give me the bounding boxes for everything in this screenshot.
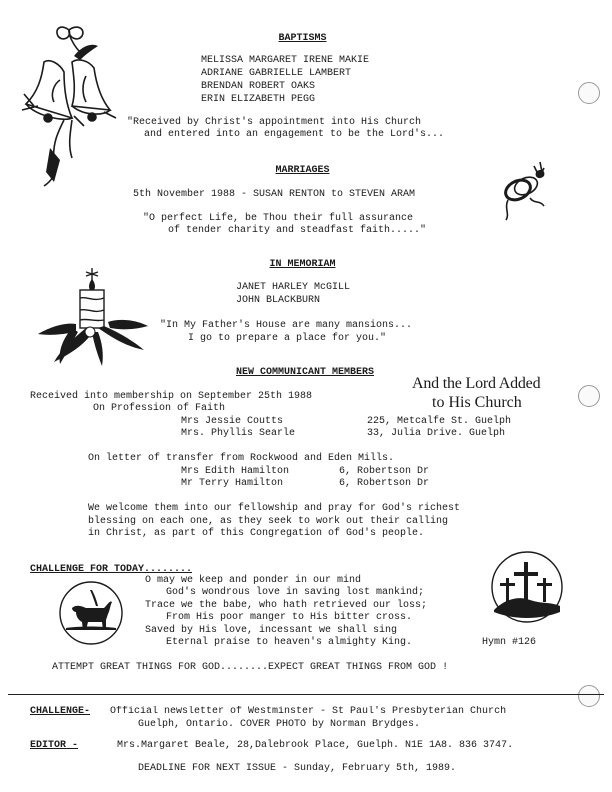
member-name: Mr Terry Hamilton <box>181 478 284 489</box>
hymn-line: From His poor manger to His bitter cross. <box>166 612 413 623</box>
candle-poinsettia-icon <box>28 262 156 370</box>
member-address: 225, Metcalfe St. Guelph <box>367 416 512 427</box>
baptism-name: BRENDAN ROBERT OAKS <box>201 81 316 92</box>
memoriam-quote-line1: "In My Father's House are many mansions... <box>160 320 413 331</box>
marriages-heading: MARRIAGES <box>275 165 330 176</box>
communicants-side-title-line2: to His Church <box>432 394 522 411</box>
communicants-side-title-line1: And the Lord Added <box>412 375 541 392</box>
marriage-entry: 5th November 1988 - SUSAN RENTON to STEVEN ARAM <box>133 189 416 200</box>
member-name: Mrs Edith Hamilton <box>181 466 290 477</box>
memoriam-heading: IN MEMORIAM <box>269 259 336 270</box>
hymn-line: O may we keep and ponder in our mind <box>145 575 362 586</box>
footer-line1: Official newsletter of Westminster - St Paul's Presbyterian Church <box>110 706 507 717</box>
challenge-heading: CHALLENGE FOR TODAY........ <box>30 564 193 575</box>
communicants-heading: NEW COMMUNICANT MEMBERS <box>235 367 375 378</box>
baptism-name: ADRIANE GABRIELLE LAMBERT <box>201 68 352 79</box>
hymn-line: God's wondrous love in saving lost mankind; <box>166 587 425 598</box>
challenge-motto: ATTEMPT GREAT THINGS FOR GOD........EXPECT GREAT THINGS FROM GOD ! <box>52 662 449 673</box>
wedding-rings-icon <box>500 160 552 222</box>
welcome-line: We welcome them into our fellowship and pray for God's richest <box>88 503 461 514</box>
calvary-crosses-icon <box>490 550 564 624</box>
hymn-reference: Hymn #126 <box>482 637 537 648</box>
member-name: Mrs. Phyllis Searle <box>181 428 296 439</box>
cow-icon <box>58 580 124 646</box>
baptisms-heading: BAPTISMS <box>278 33 327 44</box>
member-address: 6, Robertson Dr <box>339 466 430 477</box>
memoriam-name: JOHN BLACKBURN <box>236 295 321 306</box>
baptisms-quote-line1: "Received by Christ's appointment into His Church <box>127 117 422 128</box>
hymn-line: Trace we the babe, who hath retrieved our loss; <box>145 600 428 611</box>
binder-hole-bottom <box>578 685 600 707</box>
editor-text: Mrs.Margaret Beale, 28,Dalebrook Place, Guelph. N1E 1A8. 836 3747. <box>117 740 514 751</box>
welcome-line: in Christ, as part of this Congregation of God's people. <box>88 528 425 539</box>
received-line: Received into membership on September 25th 1988 <box>30 391 313 402</box>
profession-line: On Profession of Faith <box>93 403 226 414</box>
deadline-line: DEADLINE FOR NEXT ISSUE - Sunday, February 5th, 1989. <box>138 763 457 774</box>
baptism-name: MELISSA MARGARET IRENE MAKIE <box>201 55 370 66</box>
memoriam-name: JANET HARLEY McGILL <box>236 282 351 293</box>
footer-divider <box>8 694 604 695</box>
memoriam-quote-line2: I go to prepare a place for you." <box>188 333 387 344</box>
baptisms-quote-line2: and entered into an engagement to be the Lord's... <box>144 129 445 140</box>
footer-label: CHALLENGE- <box>30 706 91 717</box>
hymn-line: Eternal praise to heaven's almighty King. <box>166 637 413 648</box>
marriages-quote-line1: "O perfect Life, be Thou their full assurance <box>143 213 414 224</box>
marriages-quote-line2: of tender charity and steadfast faith....." <box>168 225 427 236</box>
binder-hole-top <box>578 82 600 104</box>
wedding-bells-icon <box>14 22 124 192</box>
baptism-name: ERIN ELIZABETH PEGG <box>201 94 316 105</box>
welcome-line: blessing on each one, as they seek to work out their calling <box>88 516 449 527</box>
member-address: 6, Robertson Dr <box>339 478 430 489</box>
editor-label: EDITOR - <box>30 740 79 751</box>
member-address: 33, Julia Drive. Guelph <box>367 428 506 439</box>
binder-hole-middle <box>578 385 600 407</box>
member-name: Mrs Jessie Coutts <box>181 416 284 427</box>
footer-line2: Guelph, Ontario. COVER PHOTO by Norman Brydges. <box>138 719 421 730</box>
transfer-line: On letter of transfer from Rockwood and Eden Mills. <box>88 453 395 464</box>
hymn-line: Saved by His love, incessant we shall sing <box>145 625 398 636</box>
